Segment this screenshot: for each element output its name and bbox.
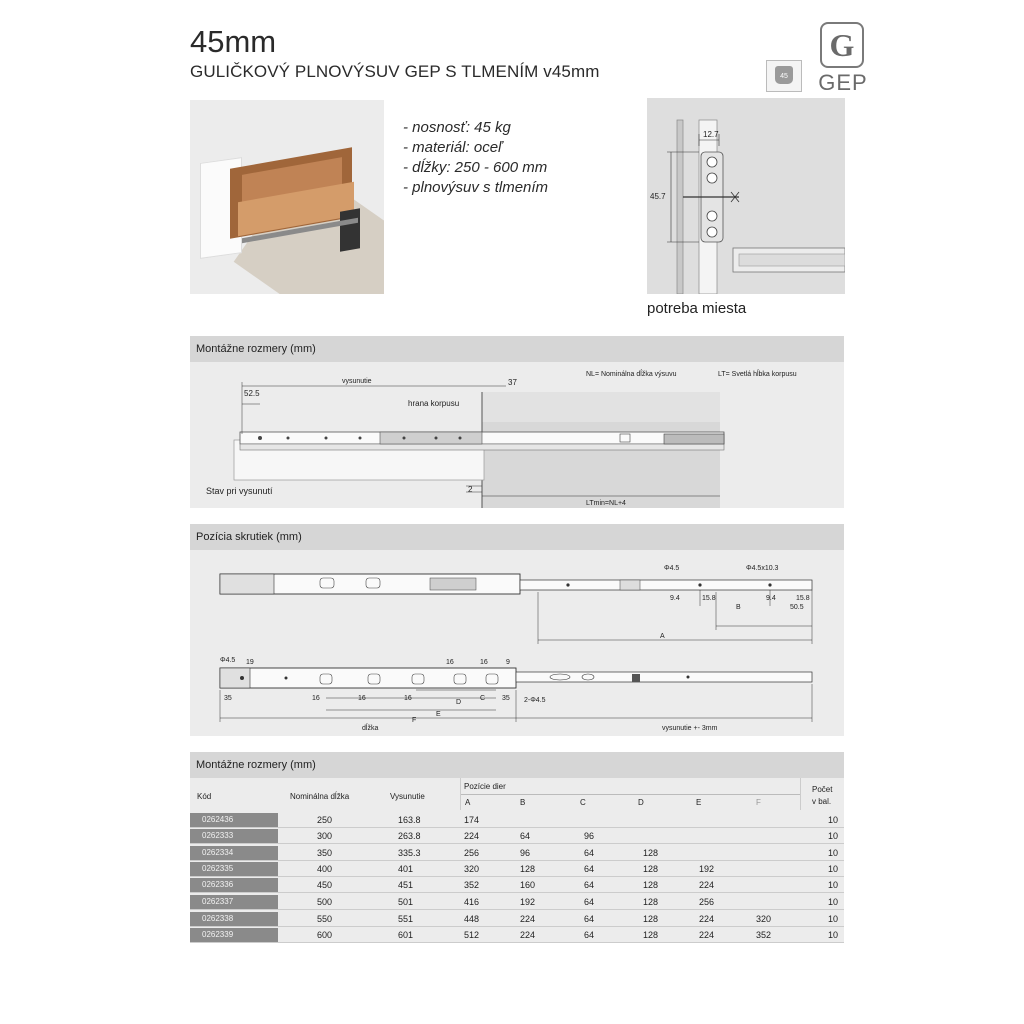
cell-code: 0262338 [190, 912, 278, 926]
section-title: Montážne rozmery (mm) [190, 752, 844, 778]
cell-ext: 601 [398, 930, 414, 940]
cell-b: 128 [520, 864, 536, 874]
dim-phi45x103: Φ4.5x10.3 [746, 565, 779, 572]
legend-lt: LT= Svetlá hĺbka korpusu [718, 371, 797, 378]
cell-c: 96 [584, 831, 595, 841]
cell-nominal: 250 [317, 815, 333, 825]
cell-code: 0262334 [190, 846, 278, 860]
dim-2: 2 [468, 485, 473, 494]
col-header-D: D [638, 798, 644, 807]
section-title: Pozícia skrutiek (mm) [190, 524, 844, 550]
logo-letter: G [829, 27, 855, 63]
cell-count: 10 [828, 815, 839, 825]
state-label: Stav pri vysunutí [206, 486, 273, 496]
label-extension-tolerance: vysunutie +- 3mm [662, 725, 718, 732]
cell-b: 160 [520, 880, 536, 890]
mounting-dimensions-section [190, 336, 844, 508]
table-row [190, 927, 844, 943]
product-photo [190, 100, 384, 294]
cell-b: 224 [520, 914, 536, 924]
col-header-count-2: v bal. [812, 797, 832, 806]
label-D: D [456, 699, 462, 706]
dim-16-b: 16 [480, 659, 488, 666]
cell-a: 320 [464, 864, 480, 874]
cell-count: 10 [828, 864, 839, 874]
cell-a: 256 [464, 848, 480, 858]
cell-ext: 335.3 [398, 848, 421, 858]
cell-ext: 551 [398, 914, 414, 924]
cell-nominal: 300 [317, 831, 333, 841]
section-title: Montážne rozmery (mm) [190, 336, 844, 362]
dim-15-8-b: 15.8 [796, 595, 810, 602]
dim-9-4-a: 9.4 [670, 595, 680, 602]
spec-item: - plnovýsuv s tlmením [403, 179, 549, 196]
dim-16-d: 16 [358, 695, 366, 702]
dim-16-c: 16 [312, 695, 320, 702]
cell-a: 512 [464, 930, 480, 940]
cell-a: 174 [464, 815, 480, 825]
spec-list [403, 118, 548, 198]
space-required-caption: potreba miesta [647, 300, 747, 317]
table-row [190, 877, 844, 893]
spec-item: - dĺžky: 250 - 600 mm [403, 159, 548, 176]
dim-phi45-a: Φ4.5 [664, 565, 680, 572]
cell-a: 416 [464, 897, 480, 907]
cell-d: 128 [643, 914, 659, 924]
label-E: E [436, 711, 441, 718]
col-header-extension: Vysunutie [390, 792, 425, 801]
table-row [190, 812, 844, 828]
cell-ext: 163.8 [398, 815, 421, 825]
cell-nominal: 600 [317, 930, 333, 940]
dim-phi45-b: Φ4.5 [220, 657, 236, 664]
cell-code: 0262333 [190, 829, 278, 843]
cell-c: 64 [584, 897, 595, 907]
dim-2-phi45: 2-Φ4.5 [524, 697, 546, 704]
legend-nl: NL= Nominálna dĺžka výsuvu [586, 371, 677, 378]
dim-16-e: 16 [404, 695, 412, 702]
dim-width: 12.7 [703, 130, 719, 139]
lt-formula: LTmin=NL+4 [586, 500, 626, 507]
cell-a: 352 [464, 880, 480, 890]
hole-positions-header: Pozície dier [464, 782, 506, 791]
cell-e: 224 [699, 914, 715, 924]
cell-count: 10 [828, 848, 839, 858]
cell-b: 192 [520, 897, 536, 907]
cell-nominal: 500 [317, 897, 333, 907]
dim-35-b: 35 [502, 695, 510, 702]
cell-count: 10 [828, 880, 839, 890]
screw-positions-section [190, 524, 844, 736]
dim-37: 37 [508, 378, 517, 387]
dim-height: 45.7 [650, 192, 666, 201]
cell-code: 0262436 [190, 813, 278, 827]
spec-item: - materiál: oceľ [403, 139, 503, 156]
cell-code: 0262336 [190, 878, 278, 892]
cell-count: 10 [828, 930, 839, 940]
col-header-A: A [465, 798, 471, 807]
dim-15-8-a: 15.8 [702, 595, 716, 602]
table-row [190, 845, 844, 861]
cell-ext: 263.8 [398, 831, 421, 841]
cell-e: 224 [699, 880, 715, 890]
table-row [190, 894, 844, 910]
col-header-B: B [520, 798, 526, 807]
cell-e: 256 [699, 897, 715, 907]
spec-item: - nosnosť: 45 kg [403, 119, 511, 136]
col-header-E: E [696, 798, 702, 807]
cell-c: 64 [584, 930, 595, 940]
cell-b: 96 [520, 848, 531, 858]
cell-b: 224 [520, 930, 536, 940]
cell-c: 64 [584, 880, 595, 890]
cell-count: 10 [828, 831, 839, 841]
cell-c: 64 [584, 848, 595, 858]
cell-c: 64 [584, 914, 595, 924]
table-row [190, 828, 844, 844]
cell-nominal: 550 [317, 914, 333, 924]
load-weight-icon [766, 60, 802, 92]
cell-nominal: 350 [317, 848, 333, 858]
cell-c: 64 [584, 864, 595, 874]
logo-text: GEP [818, 70, 868, 95]
label-edge: hrana korpusu [408, 399, 460, 408]
cell-b: 64 [520, 831, 531, 841]
cell-a: 224 [464, 831, 480, 841]
dim-35-a: 35 [224, 695, 232, 702]
cell-f: 320 [756, 914, 772, 924]
label-F: F [412, 717, 417, 724]
label-A: A [660, 633, 665, 640]
cell-e: 192 [699, 864, 715, 874]
cell-code: 0262335 [190, 862, 278, 876]
table-row [190, 911, 844, 927]
cell-d: 128 [643, 930, 659, 940]
dim-19: 19 [246, 659, 254, 666]
col-header-C: C [580, 798, 586, 807]
cell-ext: 401 [398, 864, 414, 874]
cell-d: 128 [643, 848, 659, 858]
product-subtitle: GULIČKOVÝ PLNOVÝSUV GEP S TLMENÍM v45mm [190, 62, 600, 81]
cell-e: 224 [699, 930, 715, 940]
cell-ext: 451 [398, 880, 414, 890]
cell-d: 128 [643, 897, 659, 907]
label-B: B [736, 604, 741, 611]
col-header-count-1: Počet [812, 785, 833, 794]
label-extension: vysunutie [342, 378, 372, 385]
cell-code: 0262337 [190, 895, 278, 909]
label-C: C [480, 695, 486, 702]
page-title: 45mm [190, 24, 277, 59]
gep-logo [818, 22, 868, 98]
cell-d: 128 [643, 864, 659, 874]
cell-d: 128 [643, 880, 659, 890]
col-header-F: F [756, 798, 761, 807]
cell-f: 352 [756, 930, 772, 940]
dim-16-a: 16 [446, 659, 454, 666]
cell-ext: 501 [398, 897, 414, 907]
cross-section-drawing [647, 98, 845, 294]
cell-count: 10 [828, 897, 839, 907]
table-row [190, 861, 844, 877]
cell-a: 448 [464, 914, 480, 924]
dim-9-4-b: 9.4 [766, 595, 776, 602]
cell-nominal: 400 [317, 864, 333, 874]
load-weight-value: 45 [780, 73, 788, 80]
dim-9: 9 [506, 659, 510, 666]
label-length: dĺžka [362, 725, 379, 732]
dim-52-5: 52.5 [244, 389, 260, 398]
cell-code: 0262339 [190, 928, 278, 942]
col-header-code: Kód [197, 792, 212, 801]
cell-nominal: 450 [317, 880, 333, 890]
dim-50-5: 50.5 [790, 604, 804, 611]
col-header-nominal: Nominálna dĺžka [290, 792, 350, 801]
cell-count: 10 [828, 914, 839, 924]
